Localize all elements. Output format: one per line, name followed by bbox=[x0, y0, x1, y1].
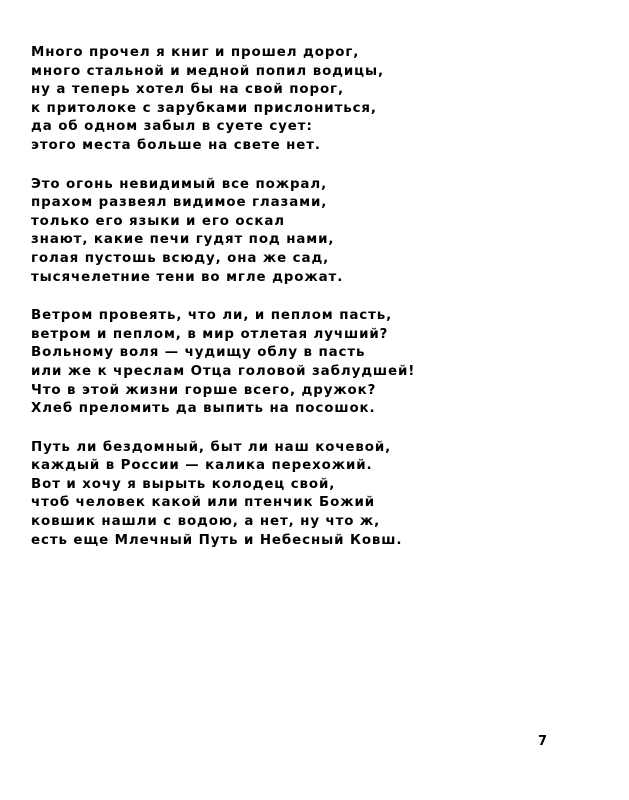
poem-line: голая пустошь всюду, она же сад, bbox=[31, 250, 330, 266]
poem-line: каждый в России — калика перехожий. bbox=[31, 458, 373, 474]
poem-line: Ветром провеять, что ли, и пеплом пасть, bbox=[31, 308, 393, 324]
poem-line: только его языки и его оскал bbox=[31, 213, 285, 229]
stanza-2 bbox=[31, 176, 611, 288]
poem-line: знают, какие печи гудят под нами, bbox=[31, 232, 335, 248]
page-number: 7 bbox=[538, 734, 548, 749]
poem-line: есть еще Млечный Путь и Небесный Ковш. bbox=[31, 532, 403, 548]
poem bbox=[31, 44, 611, 570]
stanza-1 bbox=[31, 44, 611, 156]
poem-line: тысячелетние тени во мгле дрожат. bbox=[31, 269, 344, 285]
stanza-3 bbox=[31, 307, 611, 419]
poem-line: Хлеб преломить да выпить на посошок. bbox=[31, 401, 376, 417]
poem-line: Что в этой жизни горше всего, дружок? bbox=[31, 382, 377, 398]
poem-line: этого места больше на свете нет. bbox=[31, 137, 321, 153]
poem-line: да об одном забыл в суете сует: bbox=[31, 119, 313, 135]
poem-line: Вольному воля — чудищу облу в пасть bbox=[31, 345, 366, 361]
poem-line: или же к чреслам Отца головой заблудшей! bbox=[31, 363, 416, 379]
stanza-4 bbox=[31, 439, 611, 551]
poem-line: ковшик нашли с водою, а нет, ну что ж, bbox=[31, 514, 381, 530]
poem-line: ветром и пеплом, в мир отлетая лучший? bbox=[31, 326, 389, 342]
poem-line: Путь ли бездомный, быт ли наш кочевой, bbox=[31, 439, 392, 455]
poem-line: Это огонь невидимый все пожрал, bbox=[31, 176, 328, 192]
poem-line: много стальной и медной попил водицы, bbox=[31, 63, 384, 79]
poem-line: Вот и хочу я вырыть колодец свой, bbox=[31, 476, 336, 492]
poem-line: Много прочел я книг и прошел дорог, bbox=[31, 45, 360, 60]
poem-line: прахом развеял видимое глазами, bbox=[31, 195, 328, 211]
poem-line: ну а теперь хотел бы на свой порог, bbox=[31, 82, 344, 98]
poem-line: к притолоке с зарубками прислониться, bbox=[31, 100, 377, 116]
poem-line: чтоб человек какой или птенчик Божий bbox=[31, 495, 376, 511]
